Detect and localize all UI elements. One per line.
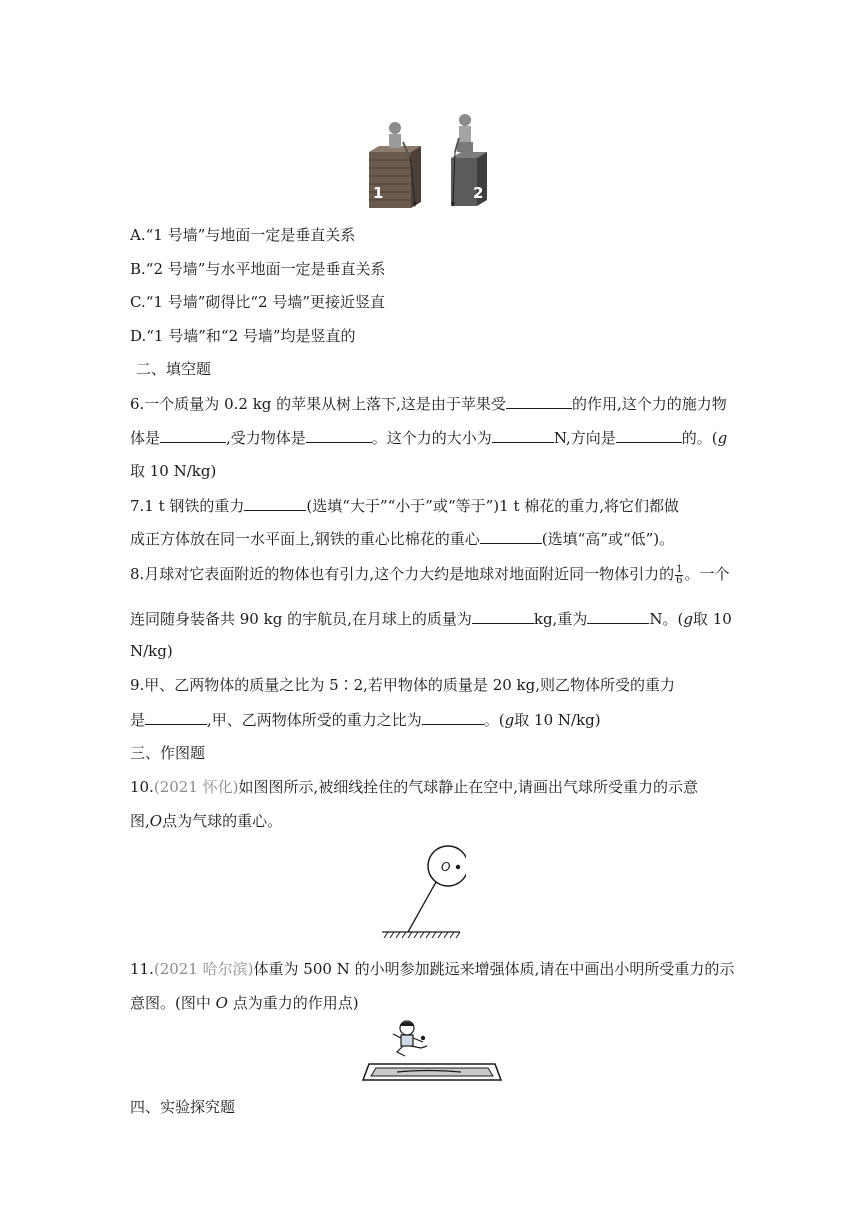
section-heading-fill-in: 二、填空题: [136, 360, 212, 378]
q8-text-1: 8.月球对它表面附近的物体也有引力,这个力大约是地球对地面附近同一物体引力的: [130, 565, 675, 583]
q10-number: 10.: [130, 778, 154, 796]
long-jump-figure: [357, 1018, 505, 1084]
answer-blank[interactable]: [422, 709, 484, 725]
q10-o-symbol: O: [149, 812, 163, 830]
question-11-line-2: [130, 993, 740, 1013]
q8-text-4: kg,重为: [533, 610, 588, 628]
q11-text-1: 体重为 500 N 的小明参加跳远来增强体质,请在中画出小明所受重力的示: [253, 960, 735, 978]
q10-text-1: 如图图所示,被细线拴住的气球静止在空中,请画出气球所受重力的示意: [238, 778, 699, 796]
question-10-line-1: [130, 777, 740, 797]
answer-blank[interactable]: [587, 608, 649, 624]
section-heading-drawing: 三、作图题: [130, 744, 206, 762]
jumper: [393, 1021, 427, 1056]
q10-text-3: 点为气球的重心。: [162, 812, 283, 830]
gravity-point-o: [421, 1036, 424, 1039]
figure-label-1: 1: [373, 184, 384, 202]
q7-text-4: (选填“高”或“低”)。: [541, 530, 675, 548]
fraction-one-sixth: [675, 565, 683, 586]
question-11-line-1: [130, 959, 740, 979]
question-9-line-2: [130, 709, 740, 730]
fraction-numerator: 1: [676, 563, 683, 575]
q9-text-2: ,甲、乙两物体所受的重力之比为: [207, 711, 422, 729]
q8-text-2: 。一个: [684, 565, 730, 583]
answer-blank[interactable]: [492, 427, 554, 443]
section-heading-experiment: 四、实验探究题: [130, 1098, 236, 1116]
answer-blank[interactable]: [616, 427, 682, 443]
answer-blank[interactable]: [306, 427, 372, 443]
question-7-line-1: [130, 495, 740, 516]
q7-text-3: 成正方体放在同一水平面上,钢铁的重心比棉花的重心: [130, 530, 480, 548]
answer-blank[interactable]: [244, 495, 306, 511]
q9-text-1: 是: [130, 711, 146, 729]
q9-text-3: 。(: [483, 711, 505, 729]
q11-o-symbol: O: [215, 994, 228, 1012]
q6-text-1: 6.一个质量为 0.2 kg 的苹果从树上落下,这是由于苹果受: [130, 395, 506, 413]
question-10-line-2: [130, 811, 740, 831]
q11-text-3: 点为重力的作用点): [227, 994, 359, 1012]
q8-text-6: 取 10: [692, 610, 732, 628]
q8-g-symbol: g: [683, 610, 693, 628]
q10-text-2: 图,: [130, 812, 150, 830]
string: [408, 882, 436, 932]
answer-blank[interactable]: [472, 608, 534, 624]
question-6-line-1: [130, 393, 740, 414]
q10-source: (2021 怀化): [153, 778, 239, 796]
figure-label-2: 2: [473, 184, 484, 202]
q9-text-4: 取 10 N/kg): [514, 711, 601, 729]
answer-blank[interactable]: [480, 528, 542, 544]
q6-text-4: ,受力物体是: [226, 429, 306, 447]
q6-text-3: 体是: [130, 429, 161, 447]
question-8-line-2: [130, 608, 740, 629]
question-9-line-1: 9.甲、乙两物体的质量之比为 5∶2,若甲物体的质量是 20 kg,则乙物体所受的重力: [130, 676, 676, 694]
worker-2-head: [459, 114, 471, 126]
question-7-line-2: [130, 528, 740, 549]
q11-number: 11.: [130, 960, 154, 978]
question-8-line-3: N/kg): [130, 642, 173, 660]
q11-text-2: 意图。(图中: [130, 994, 216, 1012]
answer-blank[interactable]: [145, 709, 207, 725]
option-b: B.“2 号墙”与水平地面一定是垂直关系: [130, 260, 386, 278]
option-d: D.“1 号墙”和“2 号墙”均是竖直的: [130, 327, 356, 345]
q11-source: (2021 哈尔滨): [153, 960, 254, 978]
fraction-denominator: 6: [676, 574, 683, 586]
question-8-line-1: [130, 564, 740, 586]
question-6-line-2: [130, 427, 740, 448]
sand-pit-inner: [371, 1068, 493, 1076]
q6-text-2: 的作用,这个力的施力物: [571, 395, 727, 413]
option-a: A.“1 号墙”与地面一定是垂直关系: [130, 226, 356, 244]
balloon-figure: [378, 842, 466, 942]
option-c: C.“1 号墙”砌得比“2 号墙”更接近竖直: [130, 293, 386, 311]
worker-1-head: [389, 122, 401, 134]
question-6-line-3: 取 10 N/kg): [130, 462, 217, 480]
answer-blank[interactable]: [506, 393, 572, 409]
q6-text-6: N,方向是: [553, 429, 616, 447]
q9-g-symbol: g: [504, 711, 515, 729]
q7-text-2: (选填“大于”“小于”或“等于”)1 t 棉花的重力,将它们都做: [306, 497, 680, 515]
q6-text-5: 。这个力的大小为: [371, 429, 492, 447]
q8-text-3: 连同随身装备共 90 kg 的宇航员,在月球上的质量为: [130, 610, 472, 628]
balloon-center-dot: [456, 865, 460, 869]
q6-text-7: 的。(: [681, 429, 718, 447]
q7-text-1: 7.1 t 钢铁的重力: [130, 497, 245, 515]
balloon-center-label: O: [441, 860, 451, 874]
answer-blank[interactable]: [160, 427, 226, 443]
ground-hatching: [384, 932, 460, 938]
q6-g-symbol: g: [717, 429, 728, 447]
q8-text-5: N。(: [649, 610, 684, 628]
walls-figure: [365, 112, 495, 210]
